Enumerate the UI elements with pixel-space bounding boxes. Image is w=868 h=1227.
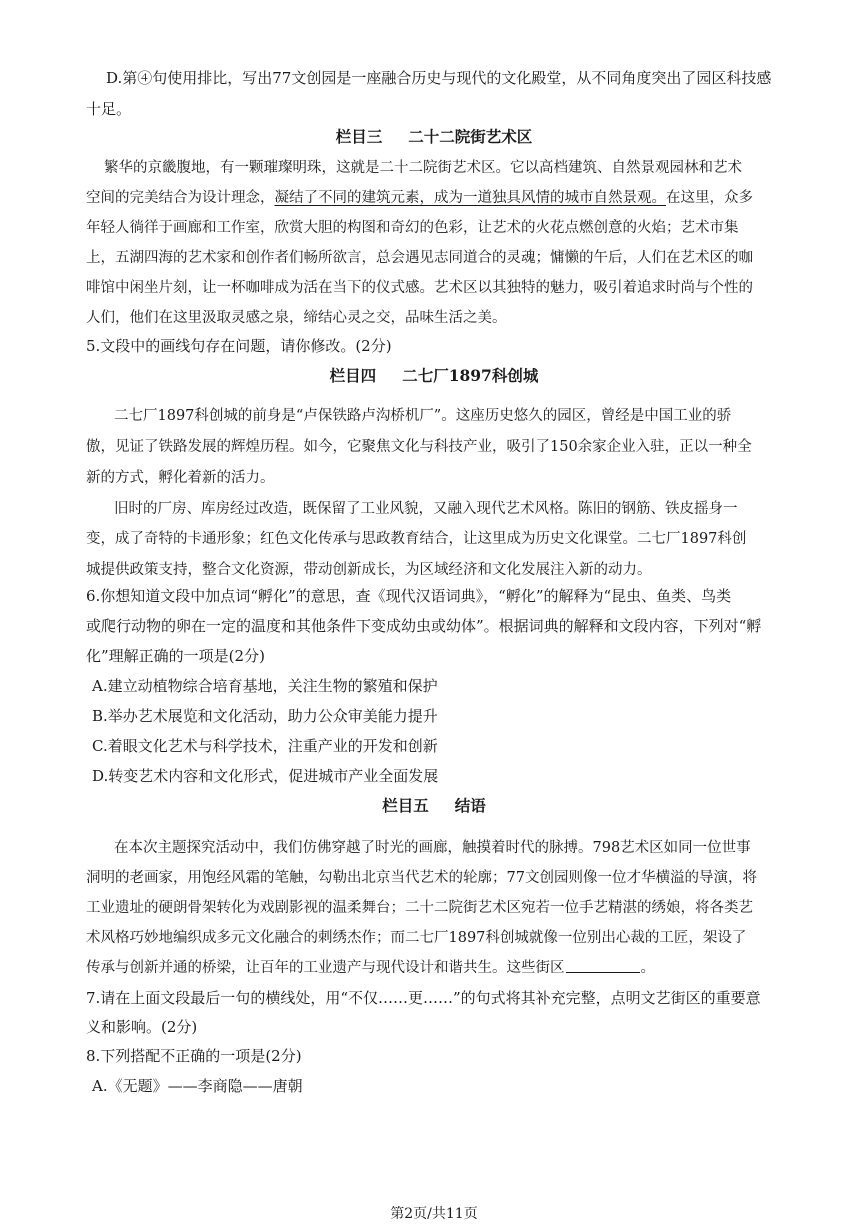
section4-line: 新的方式，孵化着新的活力。	[86, 470, 275, 486]
question-6-line: 6.你想知道文段中加点词“孵化”的意思，查《现代汉语词典》，“孵化”的解释为“昆虫、鱼类、鸟类	[86, 587, 732, 605]
q4-option-d-line2: 十足。	[86, 100, 132, 118]
question-6-line: 或爬行动物的卵在一定的温度和其他条件下变成幼虫或幼体”。根据词典的解释和文段内容，下列对“孵	[86, 617, 762, 635]
question-8: 8.下列搭配不正确的一项是(2分)	[86, 1047, 302, 1065]
question-6-line: 化”理解正确的一项是(2分)	[86, 647, 265, 665]
q6-option-b: B.举办艺术展览和文化活动，助力公众审美能力提升	[92, 707, 438, 725]
q6-option-d: D.转变艺术内容和文化形式，促进城市产业全面发展	[92, 767, 439, 785]
fill-in-blank[interactable]	[566, 958, 640, 973]
section3-label: 栏目三	[335, 127, 383, 146]
section3-line: 人们，他们在这里汲取灵感之泉，缔结心灵之交，品味生活之美。	[86, 310, 507, 326]
section5-line	[0, 958, 868, 978]
section4-line: 变，成了奇特的卡通形象；红色文化传承与思政教育结合，让这里成为历史文化课堂。二七厂1897科创	[86, 531, 747, 547]
underlined-sentence: 凝结了不同的建筑元素，成为一道独具风情的城市自然景观。	[274, 190, 666, 206]
section4-line: 二七厂1897科创城的前身是“卢保铁路卢沟桥机厂”。这座历史悠久的园区，曾经是中国工业的骄	[114, 408, 732, 424]
section3-line: 年轻人徜徉于画廊和工作室，欣赏大胆的构图和奇幻的色彩，让艺术的火花点燃创意的火焰；艺术市集	[86, 220, 739, 236]
section5-heading	[0, 796, 868, 816]
q6-option-a: A.建立动植物综合培育基地，关注生物的繁殖和保护	[92, 677, 438, 695]
question-7-line: 7.请在上面文段最后一句的横线处，用“不仅……更……”的句式将其补充完整，点明文艺街区的重要意	[86, 989, 761, 1007]
section3-line: 啡馆中闲坐片刻，让一杯咖啡成为活在当下的仪式感。艺术区以其独特的魅力，吸引着追求时尚与个性的	[86, 280, 753, 296]
section4-label: 栏目四	[329, 366, 377, 385]
section3-heading	[0, 127, 868, 147]
section4-line: 傲，见证了铁路发展的辉煌历程。如今，它聚焦文化与科技产业，吸引了150余家企业入驻，正以一种全	[86, 439, 752, 455]
question-7-line: 义和影响。(2分)	[86, 1018, 198, 1036]
section3-line: 繁华的京畿腹地，有一颗璀璨明珠，这就是二十二院街艺术区。它以高档建筑、自然景观园林和艺术	[104, 160, 742, 176]
section3-line-start: 空间的完美结合为设计理念，	[86, 190, 275, 206]
section5-line: 在本次主题探究活动中，我们仿佛穿越了时光的画廊，触摸着时代的脉搏。798艺术区如同一位世事	[114, 840, 751, 856]
section5-line-start: 传承与创新并通的桥梁，让百年的工业遗产与现代设计和谐共生。这些街区	[86, 960, 565, 976]
q8-option-a: A.《无题》——李商隐——唐朝	[92, 1077, 303, 1095]
page-number: 第2页/共11页	[390, 1206, 478, 1222]
q4-option-d-line1: D.第④句使用排比，写出77文创园是一座融合历史与现代的文化殿堂，从不同角度突出了园区科技感	[106, 69, 772, 87]
question-5: 5.文段中的画线句存在问题，请你修改。(2分)	[86, 337, 392, 355]
section5-title: 结语	[454, 796, 486, 815]
section3-title: 二十二院街艺术区	[408, 127, 533, 146]
section5-label: 栏目五	[382, 796, 429, 815]
q6-option-c: C.着眼文化艺术与科学技术，注重产业的开发和创新	[92, 737, 438, 755]
section4-line: 城提供政策支持，整合文化资源，带动创新成长，为区域经济和文化发展注入新的动力。	[86, 562, 652, 578]
section3-line-end: 在这里，众多	[666, 190, 753, 206]
section4-line: 旧时的厂房、库房经过改造，既保留了工业风貌，又融入现代艺术风格。陈旧的钢筋、铁皮摇身一	[114, 501, 738, 517]
section5-line: 工业遗址的硬朗骨架转化为戏剧影视的温柔舞台；二十二院街艺术区宛若一位手艺精湛的绣娘，将各类艺	[86, 900, 753, 916]
section4-title: 二七厂1897科创城	[402, 366, 539, 385]
section4-heading	[0, 366, 868, 386]
section3-line	[0, 188, 868, 208]
section5-line-end: 。	[640, 960, 655, 976]
section5-line: 洞明的老画家，用饱经风霜的笔触，勾勒出北京当代艺术的轮廓；77文创园则像一位才华横溢的导演，将	[86, 870, 757, 886]
section3-line: 上，五湖四海的艺术家和创作者们畅所欲言，总会遇见志同道合的灵魂；慵懒的午后，人们在艺术区的咖	[86, 250, 753, 266]
section5-line: 术风格巧妙地编织成多元文化融合的刺绣杰作；而二七厂1897科创城就像一位别出心裁的工匠，架设了	[86, 930, 747, 946]
